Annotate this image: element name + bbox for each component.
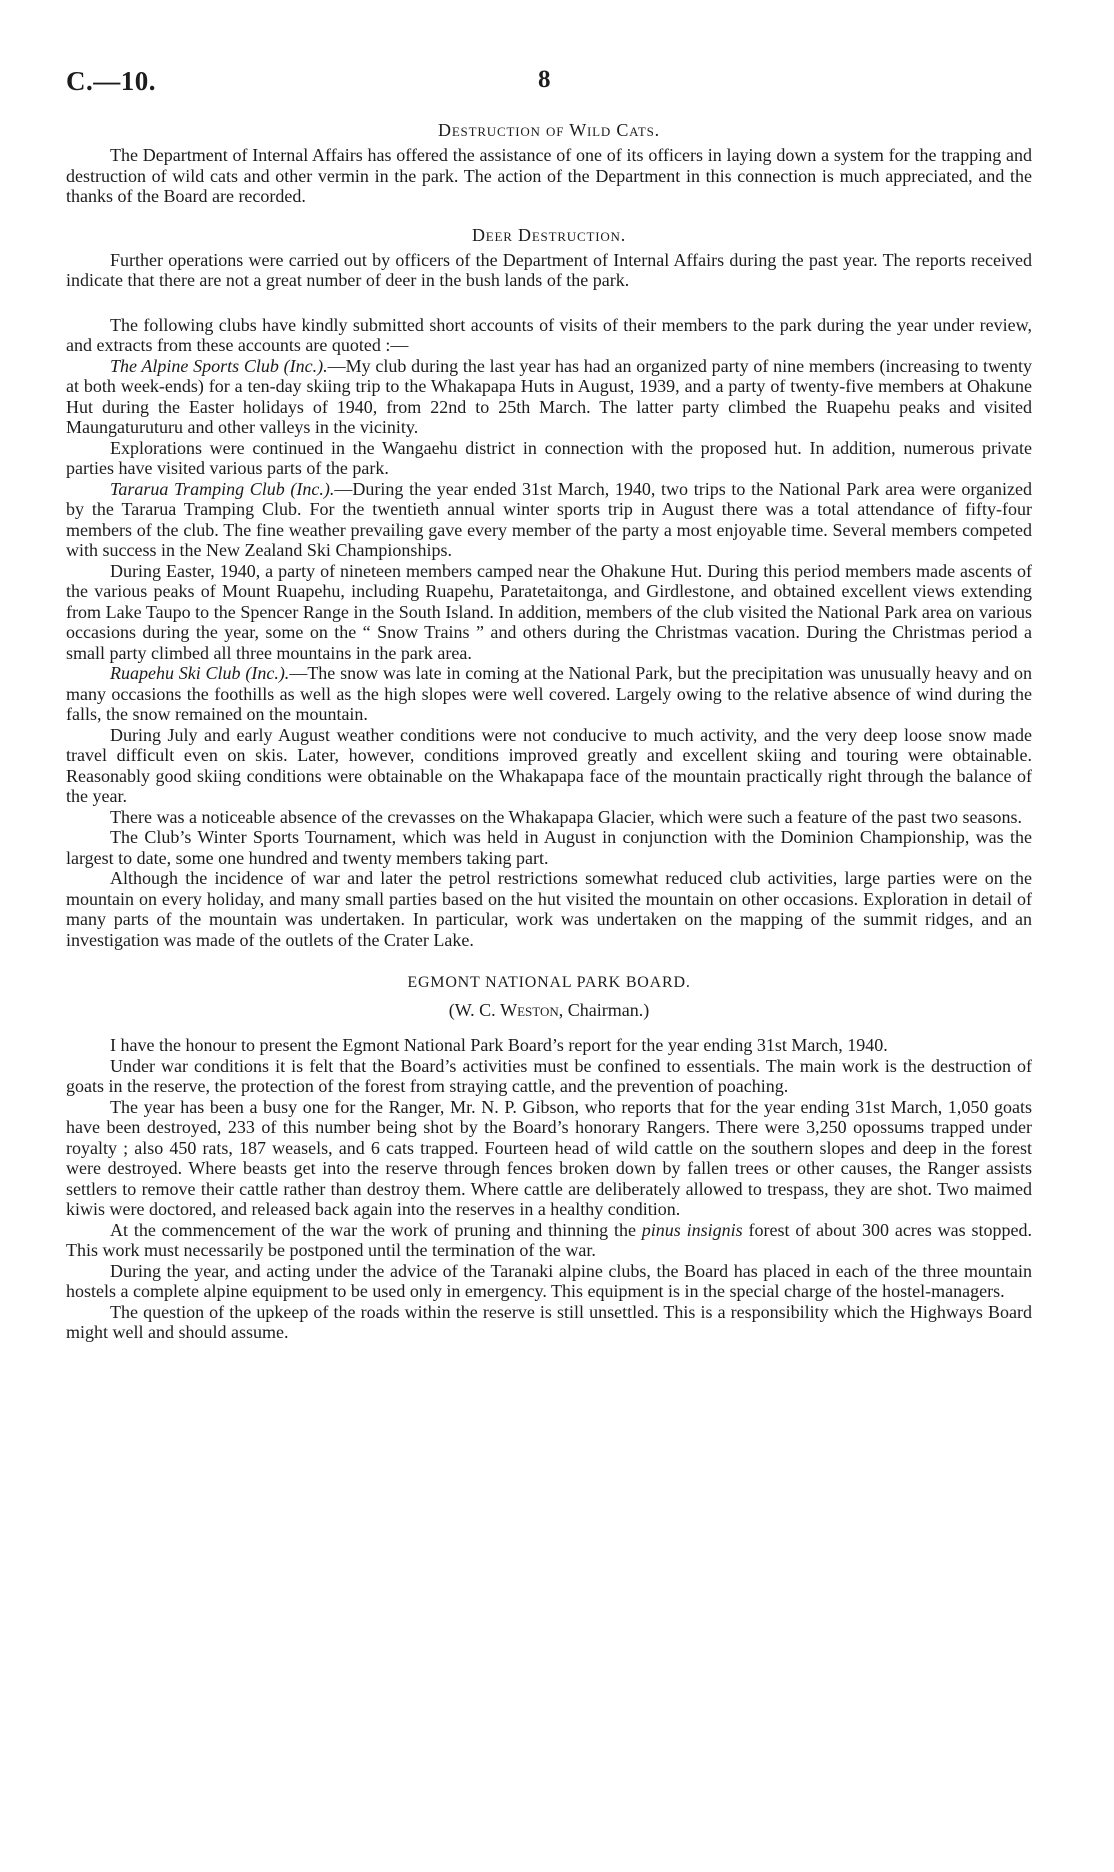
- club-report-text: —The snow was late in coming at the National Park, but the precipitation was unusually heavy and on many occasions the foothills as well as the high slopes were well covered. Largely owing to the relative absence of wind during the falls, the snow remained on the mountain.: [66, 663, 1032, 724]
- section-deer-destruction: [66, 225, 1032, 291]
- paragraph: The following clubs have kindly submitted short accounts of visits of their members to the park during the year under review, and extracts from these accounts are quoted :—: [66, 314, 1032, 355]
- chairman-line: (W. C. Weston, Chairman.): [448, 1000, 650, 1020]
- paragraph: I have the honour to present the Egmont National Park Board’s report for the year ending 31st March, 1940.: [110, 1035, 888, 1055]
- paragraph: During Easter, 1940, a party of nineteen members camped near the Ohakune Hut. During this period members made ascents of the various peaks of Mount Ruapehu, including Ruapehu, Paratetaitonga, and Girdlestone, and obtained excellent views extending from Lake Taupo to the Spencer Range in the South Island. In addition, members of the club visited the National Park area on various occasions during the year, some on the “ Snow Trains ” and others during the Christmas vacation. During the Christmas period a small party climbed all three mountains in the park area.: [66, 560, 1032, 663]
- club-name: Tararua Tramping Club (Inc.).: [110, 478, 335, 499]
- section-heading: EGMONT NATIONAL PARK BOARD.: [407, 974, 691, 991]
- paragraph: Further operations were carried out by officers of the Department of Internal Affairs during the past year. The reports received indicate that there are not a great number of deer in the bush lands of the park.: [66, 249, 1032, 290]
- paragraph: At the commencement of the war the work of pruning and thinning the pinus insignis forest of about 300 acres was stopped. This work must necessarily be postponed until the termination of the war.: [66, 1219, 1032, 1260]
- paragraph: Although the incidence of war and later the petrol restrictions somewhat reduced club activities, large parties were on the mountain on every holiday, and many small parties based on the hut visited the mountain on other occasions. Exploration in detail of many parts of the mountain was undertaken. In particular, work was undertaken on the mapping of the summit ridges, and an investigation was made of the outlets of the Crater Lake.: [66, 868, 1032, 950]
- paragraph: Explorations were continued in the Wangaehu district in connection with the proposed hut. In addition, numerous private parties have visited various parts of the park.: [66, 437, 1032, 478]
- club-name: Ruapehu Ski Club (Inc.).: [110, 663, 290, 683]
- chairman-name: Weston: [500, 1000, 559, 1020]
- paragraph: During the year, and acting under the advice of the Taranaki alpine clubs, the Board has placed in each of the three mountain hostels a complete alpine equipment to be used only in emergency. This equipment is in the special charge of the hostel-managers.: [66, 1260, 1032, 1301]
- section-egmont-board: [66, 974, 1032, 1343]
- paragraph: The Department of Internal Affairs has offered the assistance of one of its officers in laying down a system for the trapping and destruction of wild cats and other vermin in the park. The action of the Department in this connection is much appreciated, and the thanks of the Board are recorded.: [66, 145, 1032, 206]
- club-report-text: —My club during the last year has had an organized party of nine members (increasing to twenty at both week-ends) for a ten-day skiing trip to the Whakapapa Huts in August, 1939, and a party of twenty-five members at Ohakune Hut during the Easter holidays of 1940, from 22nd to 25th March. The latter party climbed the Ruapehu peaks and visited Maungaturuturu and other valleys in the vicinity.: [66, 355, 1033, 437]
- paragraph: There was a noticeable absence of the crevasses on the Whakapapa Glacier, which were such a feature of the past two seasons.: [110, 806, 1023, 827]
- paragraph: The year has been a busy one for the Ranger, Mr. N. P. Gibson, who reports that for the year ending 31st March, 1,050 goats have been destroyed, 233 of this number being shot by the Board’s honorary Rangers. There were 3,250 opossums trapped under royalty ; also 450 rats, 187 weasels, and 6 cats trapped. Fourteen head of wild cattle on the southern slopes and deep in the forest were destroyed. Where beasts get into the reserve through fences broken down by fallen trees or other causes, the Ranger assists settlers to remove their cattle rather than destroy them. Where cattle are deliberately allowed to trespass, they are shot. Two maimed kiwis were doctored, and released back again into the reserves in a healthy condition.: [66, 1096, 1032, 1219]
- paragraph: [66, 479, 1032, 561]
- paragraph: During July and early August weather conditions were not conducive to much activity, and the very deep loose snow made travel difficult even on skis. Later, however, conditions improved greatly and excellent skiing and touring were obtainable. Reasonably good skiing conditions were obtainable on the Whakapapa face of the mountain practically right through the balance of the year.: [66, 724, 1032, 806]
- italic-term: pinus insignis: [641, 1219, 743, 1240]
- paragraph: Under war conditions it is felt that the Board’s activities must be confined to essentials. The main work is the destruction of goats in the reserve, the protection of the forest from straying cattle, and the prevention of poaching.: [66, 1055, 1032, 1096]
- club-name: The Alpine Sports Club (Inc.).: [110, 355, 328, 376]
- document-page: [66, 66, 1032, 1343]
- club-report-text: —During the year ended 31st March, 1940, two trips to the National Park area were organized by the Tararua Tramping Club. For the twentieth annual winter sports trip in August there was a total attendance of fifty-four members of the club. The fine weather prevailing gave every member of the party a most enjoyable time. Several members competed with success in the New Zealand Ski Championships.: [66, 478, 1032, 560]
- paragraph: The Club’s Winter Sports Tournament, which was held in August in conjunction with the Dominion Championship, was the largest to date, some one hundred and twenty members taking part.: [66, 827, 1032, 868]
- section-club-reports: [66, 315, 1032, 951]
- paragraph: [66, 663, 1032, 725]
- paragraph: [66, 356, 1032, 438]
- page-number: 8: [538, 66, 551, 93]
- section-wild-cats: [66, 120, 1032, 207]
- section-heading: Destruction of Wild Cats.: [438, 120, 660, 140]
- paragraph: The question of the upkeep of the roads within the reserve is still unsettled. This is a responsibility which the Highways Board might well and should assume.: [66, 1301, 1032, 1342]
- page-header: [66, 66, 1032, 106]
- document-reference: C.—10.: [66, 66, 156, 96]
- section-heading: Deer Destruction.: [471, 224, 627, 245]
